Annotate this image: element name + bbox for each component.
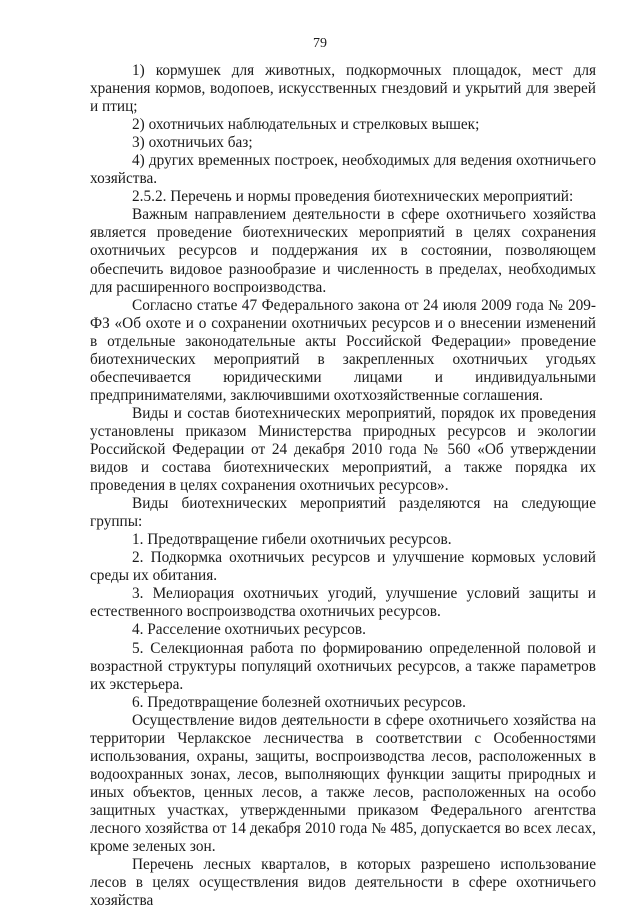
paragraph-ministry-order: Виды и состав биотехнических мероприятий, порядок их проведения установлены приказом Министерства природных ресурсов и экологии Российской Федерации от 24 декабря 2010 года № 560 «Об утверждении видов и состава биотехнических мероприятий, а также порядка их проведения в целях сохранения охотничьих ресурсов». — [90, 404, 596, 495]
list-item-group-1: 1. Предотвращение гибели охотничьих ресурсов. — [132, 531, 452, 549]
paragraph-biotech-importance: Важным направлением деятельности в сфере охотничьего хозяйства является проведение биотехнических мероприятий в целях сохранения охотничьих ресурсов и поддержания их в состоянии, позволяющем обеспечить видовое разнообразие и численность в пределах, необходимых для расширенного воспроизводства. — [90, 206, 596, 296]
paragraph-federal-law: Согласно статье 47 Федерального закона от 24 июля 2009 года № 209-ФЗ «Об охоте и о сохранении охотничьих ресурсов и о внесении изменений в отдельные законодательные акты Российской Федерации» проведение биотехнических мероприятий в закрепленных охотничьих угодьях обеспечивается юридическими лицами и индивидуальными предпринимателями, заключившими охотхозяйственные соглашения. — [90, 296, 596, 404]
paragraph-feeders-item: 1) кормушек для животных, подкормочных площадок, мест для хранения кормов, водопоев, искусственных гнездовий и укрытий для зверей и птиц; — [90, 62, 596, 116]
paragraph-towers-item: 2) охотничьих наблюдательных и стрелковых вышек; — [132, 116, 480, 134]
document-body — [90, 62, 596, 910]
list-item-group-3: 3. Мелиорация охотничьих угодий, улучшение условий защиты и естественного воспроизводства охотничьих ресурсов. — [90, 585, 596, 621]
page-number: 79 — [313, 36, 327, 51]
list-item-group-6: 6. Предотвращение болезней охотничьих ресурсов. — [132, 693, 466, 711]
paragraph-hunting-activities: Осуществление видов деятельности в сфере охотничьего хозяйства на территории Черлакское лесничества в соответствии с Особенностями использования, охраны, защиты, воспроизводства лесов, расположенных в водоохранных зонах, лесов, выполняющих функции защиты природных и иных объектов, ценных лесов, а также лесов, расположенных на особо защитных участках, утвержденными приказом Федерального агентства лесного хозяйства от 14 декабря 2010 года № 485, допускается во всех лесах, кроме зеленых зон. — [90, 711, 596, 856]
paragraph-bases-item: 3) охотничьих баз; — [132, 134, 253, 152]
paragraph-groups-intro: Виды биотехнических мероприятий разделяются на следующие группы: — [90, 495, 596, 531]
section-heading-2-5-2: 2.5.2. Перечень и нормы проведения биотехнических мероприятий: — [132, 188, 574, 206]
list-item-group-2: 2. Подкормка охотничьих ресурсов и улучшение кормовых условий среды их обитания. — [90, 549, 596, 585]
paragraph-forest-quarters: Перечень лесных кварталов, в которых разрешено использование лесов в целях осуществления видов деятельности в сфере охотничьего хозяйства — [90, 856, 596, 910]
paragraph-other-buildings-item: 4) других временных построек, необходимых для ведения охотничьего хозяйства. — [90, 152, 596, 188]
list-item-group-4: 4. Расселение охотничьих ресурсов. — [132, 621, 366, 639]
list-item-group-5: 5. Селекционная работа по формированию определенной половой и возрастной структуры популяций охотничьих ресурсов, а также параметров их экстерьера. — [90, 639, 596, 693]
